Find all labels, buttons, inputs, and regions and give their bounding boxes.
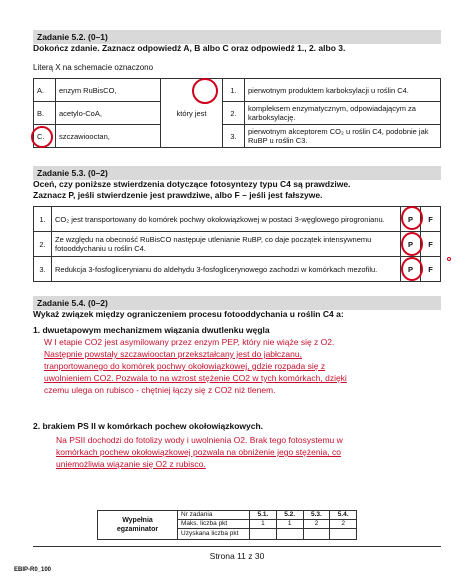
false-option-2[interactable]: F xyxy=(421,232,441,257)
task-5-2-stem: Literą X na schemacie oznaczono xyxy=(33,63,154,72)
answer-1-line: tranportowanego do komórek pochwy okołowiązkowej, gdzie rozpada się z xyxy=(44,361,326,371)
task-number: 5.3. xyxy=(303,511,330,520)
selection-circle-f3 xyxy=(401,257,423,281)
task-5-4-item-1: 1. dwuetapowym mechanizmem wiązania dwutlenku węgla xyxy=(33,325,270,335)
false-option-3[interactable]: F xyxy=(421,257,441,282)
row-header-max: Maks. liczba pkt xyxy=(178,520,250,529)
true-option-3[interactable]: P xyxy=(401,257,421,282)
row-header-scored: Uzyskana liczba pkt xyxy=(178,529,250,540)
option-c: szczawiooctan, xyxy=(56,125,161,148)
selection-circle-c xyxy=(31,126,53,148)
footer-rule xyxy=(33,546,441,547)
statement-num-2: 2. xyxy=(34,232,52,257)
selection-circle-f2 xyxy=(401,232,423,256)
scored-points-field[interactable] xyxy=(303,529,330,540)
answer-3: pierwotnym akceptorem CO₂ u roślin C4, podobnie jak RuBP u roślin C3. xyxy=(245,125,441,148)
task-5-3-table xyxy=(33,206,441,282)
statement-2: Ze względu na obecność RuBisCO następuje utlenianie RuBP, co daje początek intensywnemu fotooddychaniu u roślin C4. xyxy=(52,232,401,257)
scored-points-field[interactable] xyxy=(276,529,303,540)
scored-points-field[interactable] xyxy=(330,529,357,540)
max-points: 2 xyxy=(330,520,357,529)
answer-1-block xyxy=(44,336,444,396)
selection-circle-f1 xyxy=(401,206,423,230)
answer-2-line: komórkach pochew okołowiązkowej pozwala na obniżenie jego stężenia, co xyxy=(56,447,341,457)
max-points: 1 xyxy=(276,520,303,529)
statement-3: Redukcja 3-fosfoglicerynianu do aldehydu 3-fosfoglicerynowego zachodzi w komórkach mezofilu. xyxy=(52,257,401,282)
scoring-label: Wypełnia egzaminator xyxy=(98,511,178,540)
statement-num-3: 3. xyxy=(34,257,52,282)
scored-points-field[interactable] xyxy=(250,529,277,540)
answer-1-line: uwolnieniem CO2. Pozwala to na wzrost stężenie CO2 w tych komórkach, dzięki xyxy=(44,373,347,383)
task-number: 5.1. xyxy=(250,511,277,520)
statement-1: CO₂ jest transportowany do komórek pochwy okołowiązkowej w postaci 3-węglowego pirogronianu. xyxy=(52,207,401,232)
answer-2-line: uniemożliwia wiązanie się O2 z rubisco. xyxy=(56,459,206,469)
task-5-2-table xyxy=(33,78,441,148)
task-number: 5.2. xyxy=(276,511,303,520)
page-number: Strona 11 z 30 xyxy=(209,551,265,561)
task-5-3-instruction-1: Oceń, czy poniższe stwierdzenia dotyczące fotosyntezy typu C4 są prawdziwe. xyxy=(33,179,351,189)
answer-1-line: W I etapie CO2 jest asymilowany przez enzym PEP, który nie wiąże się z O2. xyxy=(44,337,335,347)
answer-1-line: czemu ulega on rubisco - chętniej łączy się z CO2 niż tlenem. xyxy=(44,385,276,395)
max-points: 1 xyxy=(250,520,277,529)
answer-num-2[interactable]: 2. xyxy=(223,102,245,125)
task-5-4-item-2: 2. brakiem PS II w komórkach pochew okołowiązkowych. xyxy=(33,421,264,431)
row-header-task: Nr zadania xyxy=(178,511,250,520)
task-5-3-instruction-2: Zaznacz P, jeśli stwierdzenie jest prawdziwe, albo F – jeśli jest fałszywe. xyxy=(33,190,323,200)
task-5-2-header: Zadanie 5.2. (0–1) xyxy=(33,30,441,44)
true-option-2[interactable]: P xyxy=(401,232,421,257)
answer-num-1[interactable]: 1. xyxy=(223,79,245,102)
max-points: 2 xyxy=(303,520,330,529)
answer-num-3[interactable]: 3. xyxy=(223,125,245,148)
answer-1-line: Następnie powstały szczawiooctan przekształcany jest do jabłczanu, xyxy=(44,349,302,359)
answer-2: kompleksem enzymatycznym, odpowiadającym za karboksylację. xyxy=(245,102,441,125)
option-letter-a[interactable]: A. xyxy=(34,79,56,102)
document-code: EBIP-R0_100 xyxy=(14,567,52,573)
answer-2-block xyxy=(56,434,446,470)
scoring-table xyxy=(97,510,357,540)
option-letter-c[interactable]: C. xyxy=(34,125,56,148)
option-b: acetylo-CoA, xyxy=(56,102,161,125)
task-5-4-header: Zadanie 5.4. (0–2) xyxy=(33,296,441,310)
option-a: enzym RuBisCO, xyxy=(56,79,161,102)
task-number: 5.4. xyxy=(330,511,357,520)
task-5-4-instruction: Wykaż związek między ograniczeniem procesu fotooddychania u roślin C4 a: xyxy=(33,309,344,319)
statement-num-1: 1. xyxy=(34,207,52,232)
true-option-1[interactable]: P xyxy=(401,207,421,232)
task-5-2-instruction: Dokończ zdanie. Zaznacz odpowiedź A, B albo C oraz odpowiedź 1., 2. albo 3. xyxy=(33,43,346,53)
stray-mark xyxy=(447,257,451,261)
task-5-3-header: Zadanie 5.3. (0–2) xyxy=(33,166,441,180)
selection-circle-1 xyxy=(192,78,218,104)
connector-text: który jest xyxy=(161,79,223,148)
false-option-1[interactable]: F xyxy=(421,207,441,232)
answer-1: pierwotnym produktem karboksylacji u roślin C4. xyxy=(245,79,441,102)
option-letter-b[interactable]: B. xyxy=(34,102,56,125)
answer-2-line: Na PSII dochodzi do fotolizy wody i uwolnienia O2. Brak tego fotosystemu w xyxy=(56,435,343,445)
